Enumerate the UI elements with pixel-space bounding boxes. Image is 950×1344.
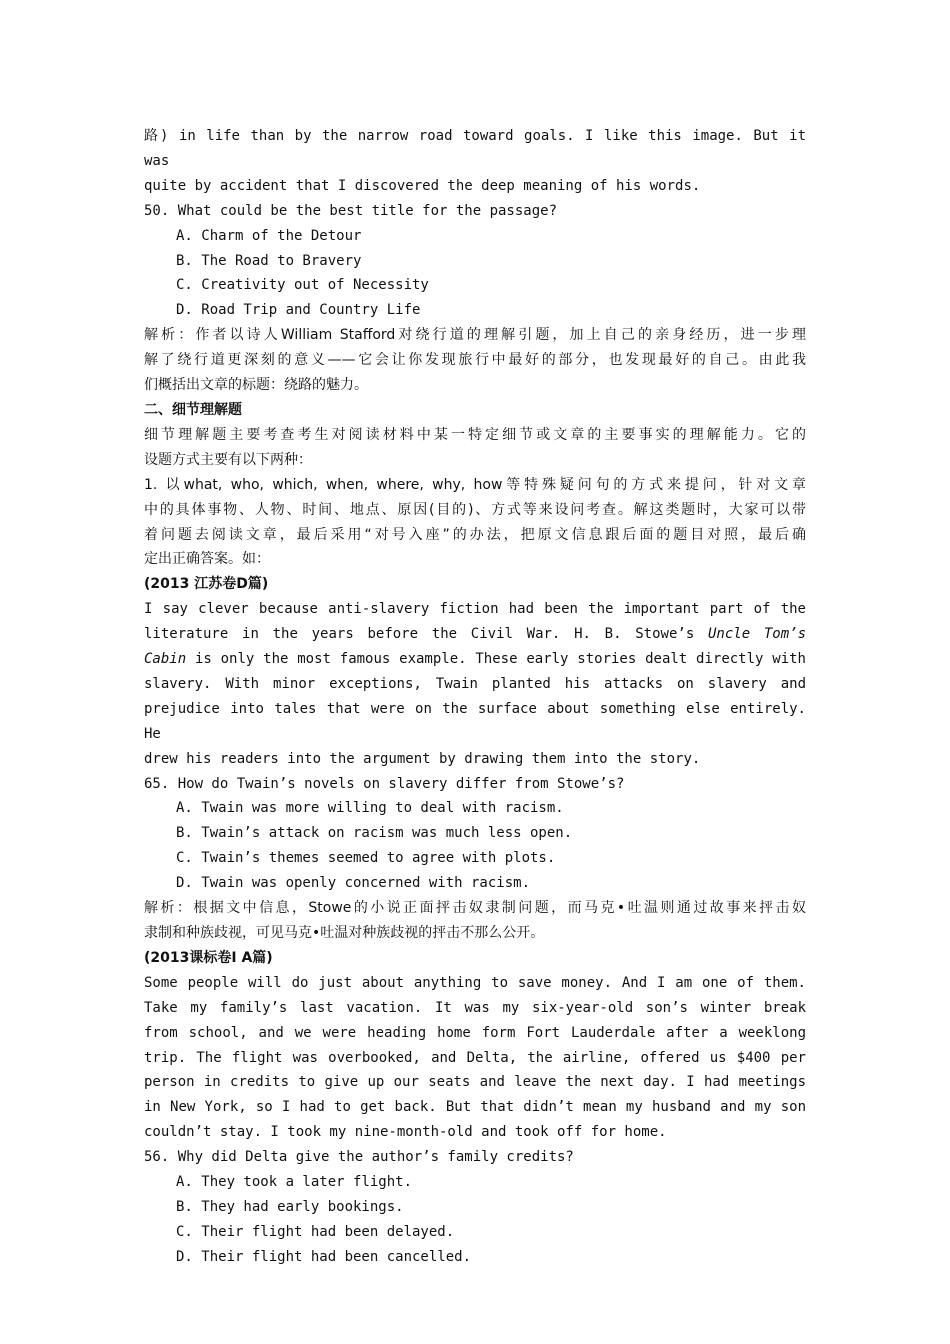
passage-text: in New York, so I had to get back. But that didn’t mean my husband and my son [144,1099,806,1116]
passage-text: from school, and we were heading home form Fort Lauderdale after a weeklong [144,1024,806,1041]
section-heading: 二、细节理解题 [144,401,242,418]
analysis-text: 解析：根据文中信息，Stowe的小说正面抨击奴隶制问题，而马克•吐温则通过故事来抨击奴 [144,900,806,917]
source-label: (2013课标卷Ⅰ A篇) [144,949,273,966]
passage-text: person in credits to give up our seats and leave the next day. I had meetings [144,1074,806,1091]
passage-text: literature in the years before the Civil War. H. B. Stowe’s Uncle Tom’s [144,626,806,643]
option-c: C. Twain’s themes seemed to agree with plots. [176,850,556,867]
passage-text: couldn’t stay. I took my nine-month-old and took off for home. [144,1124,667,1141]
option-c: C. Creativity out of Necessity [176,277,429,294]
passage-text: trip. The flight was overbooked, and Delta, the airline, offered us $400 per [144,1049,806,1066]
method-text: 1. 以what, who, which, when, where, why, how等特殊疑问句的方式来提问，针对文章 [144,476,806,493]
option-b: B. They had early bookings. [176,1198,404,1215]
passage-text: 路) in life than by the narrow road toward goals. I like this image. But it was [144,128,806,169]
passage-text: Cabin is only the most famous example. These early stories dealt directly with [144,651,806,668]
option-a: A. Charm of the Detour [176,227,362,244]
passage-text: Some people will do just about anything to save money. And I am one of them. [144,974,806,991]
question-65: 65. How do Twain’s novels on slavery differ from Stowe’s? [144,775,625,792]
question-50: 50. What could be the best title for the passage? [144,202,558,219]
passage-text: slavery. With minor exceptions, Twain planted his attacks on slavery and [144,675,806,692]
option-d: D. Road Trip and Country Life [176,302,421,319]
analysis-text: 们概括出文章的标题：绕路的魅力。 [144,377,368,394]
passage-text: prejudice into tales that were on the surface about something else entirely. He [144,700,806,742]
passage-text: Take my family’s last vacation. It was my six-year-old son’s winter break [144,999,806,1016]
method-text: 中的具体事物、人物、时间、地点、原因(目的)、方式等来设问考查。解这类题时，大家可以带 [144,501,806,518]
passage-text: quite by accident that I discovered the deep meaning of his words. [144,177,701,194]
section-intro: 细节理解题主要考查考生对阅读材料中某一特定细节或文章的主要事实的理解能力。它的 [144,426,806,443]
option-d: D. Twain was openly concerned with racism. [176,875,531,892]
option-c: C. Their flight had been delayed. [176,1223,455,1240]
option-a: A. They took a later flight. [176,1174,413,1191]
option-d: D. Their flight had been cancelled. [176,1248,472,1265]
analysis-text: 解了绕行道更深刻的意义——它会让你发现旅行中最好的部分，也发现最好的自己。由此我 [144,352,806,369]
method-text: 定出正确答案。如： [144,551,270,568]
passage-text: I say clever because anti-slavery fiction had been the important part of the [144,601,806,618]
document-page [144,124,806,1270]
source-label: (2013 江苏卷D篇) [144,576,269,593]
analysis-text: 解析：作者以诗人William Stafford对绕行道的理解引题，加上自己的亲身经历，进一步理 [144,327,806,344]
analysis-text: 隶制和种族歧视，可见马克•吐温对种族歧视的抨击不那么公开。 [144,925,545,941]
method-text: 着问题去阅读文章，最后采用“对号入座”的办法，把原文信息跟后面的题目对照，最后确 [144,526,806,543]
option-a: A. Twain was more willing to deal with racism. [176,800,564,817]
passage-text: drew his readers into the argument by drawing them into the story. [144,750,701,767]
option-b: B. Twain’s attack on racism was much less open. [176,825,573,842]
option-b: B. The Road to Bravery [176,252,362,269]
section-intro: 设题方式主要有以下两种： [144,451,312,468]
question-56: 56. Why did Delta give the author’s family credits? [144,1149,574,1166]
